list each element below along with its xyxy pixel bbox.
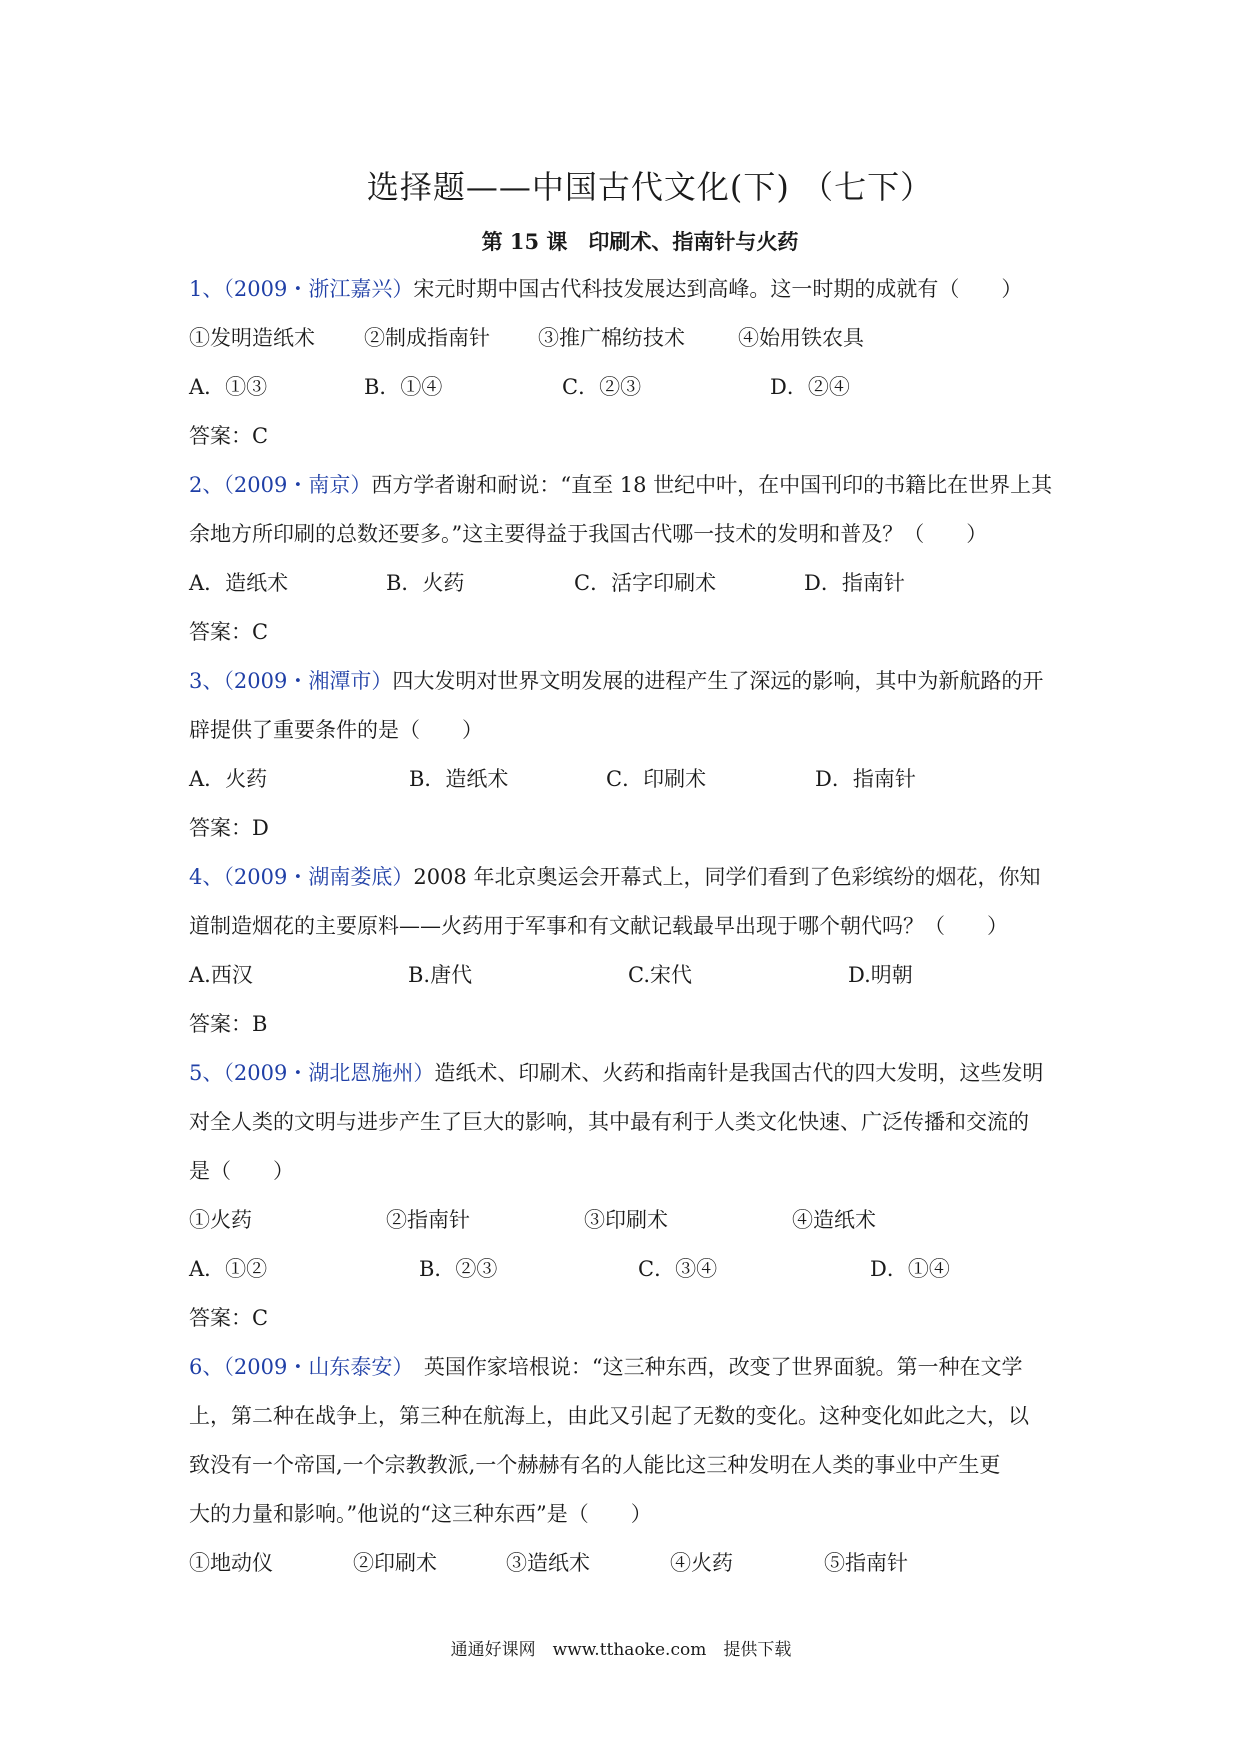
question-text: 造纸术、印刷术、火药和指南针是我国古代的四大发明，这些发明: [434, 1061, 1044, 1085]
question-5-item: ②指南针: [386, 1208, 470, 1232]
question-source: （2009・湖北恩施州）: [223, 1061, 435, 1085]
question-text: 2008 年北京奥运会开幕式上，同学们看到了色彩缤纷的烟花，你知: [413, 865, 1041, 889]
question-5-text-line: 对全人类的文明与进步产生了巨大的影响，其中最有利于人类文化快速、广泛传播和交流的: [189, 1110, 1029, 1134]
question-1-item: ①发明造纸术: [189, 326, 315, 350]
question-3-option: C．印刷术: [606, 767, 707, 791]
question-4-stem: [189, 862, 1040, 892]
question-5-item: ④造纸术: [792, 1208, 876, 1232]
question-3-stem: [189, 666, 1043, 696]
question-1-option: D．②④: [770, 375, 850, 399]
question-1-option: B．①④: [364, 375, 443, 399]
question-text: 宋元时期中国古代科技发展达到高峰。这一时期的成就有（ ）: [413, 277, 1023, 301]
question-6-item: ②印刷术: [353, 1551, 437, 1575]
question-2-option: C．活字印刷术: [574, 571, 717, 595]
page-title: 选择题——中国古代文化(下) （七下）: [366, 168, 934, 206]
question-3-option: B．造纸术: [409, 767, 509, 791]
question-5-stem: [189, 1058, 1043, 1088]
question-1-item: ③推广棉纺技术: [538, 326, 685, 350]
question-3-option: A．火药: [189, 767, 268, 791]
question-1-item: ④始用铁农具: [738, 326, 864, 350]
question-source: （2009・浙江嘉兴）: [223, 277, 414, 301]
question-1-item: ②制成指南针: [364, 326, 490, 350]
question-1-stem: [189, 274, 1022, 304]
question-source: （2009・南京）: [223, 473, 372, 497]
question-source: （2009・湘潭市）: [223, 669, 393, 693]
question-number: 6、: [189, 1355, 224, 1379]
question-6-text-line: 致没有一个帝国,一个宗教教派,一个赫赫有名的人能比这三种发明在人类的事业中产生更: [189, 1453, 1001, 1477]
question-3-option: D．指南针: [815, 767, 916, 791]
question-5-option: A．①②: [189, 1257, 268, 1281]
question-1-option: C．②③: [562, 375, 642, 399]
question-number: 4、: [189, 865, 224, 889]
question-text: 西方学者谢和耐说：“直至 18 世纪中叶，在中国刊印的书籍比在世界上其: [371, 473, 1053, 497]
question-6-item: ④火药: [670, 1551, 733, 1575]
question-1-option: A．①③: [189, 375, 268, 399]
question-4-option: C.宋代: [628, 963, 692, 987]
question-4-option: B.唐代: [408, 963, 473, 987]
question-6-text-line: 大的力量和影响。”他说的“这三种东西”是（ ）: [189, 1502, 652, 1526]
question-text: 四大发明对世界文明发展的进程产生了深远的影响，其中为新航路的开: [392, 669, 1044, 693]
question-6-stem: [189, 1352, 1023, 1382]
question-3-answer: 答案：D: [189, 816, 269, 840]
question-5-option: C．③④: [638, 1257, 718, 1281]
question-2-answer: 答案：C: [189, 620, 269, 644]
question-source: （2009・湖南娄底）: [223, 865, 414, 889]
question-5-option: B．②③: [419, 1257, 498, 1281]
question-5-answer: 答案：C: [189, 1306, 269, 1330]
question-5-option: D．①④: [870, 1257, 950, 1281]
question-source: （2009・山东泰安）: [223, 1355, 403, 1379]
question-number: 1、: [189, 277, 224, 301]
lesson-subtitle: 第 15 课 印刷术、指南针与火药: [481, 229, 799, 254]
question-4-text-line: 道制造烟花的主要原料——火药用于军事和有文献记载最早出现于哪个朝代吗？（ ）: [189, 914, 1008, 938]
question-text: 英国作家培根说：“这三种东西，改变了世界面貌。第一种在文学: [402, 1355, 1023, 1379]
question-6-item: ③造纸术: [506, 1551, 590, 1575]
question-4-answer: 答案：B: [189, 1012, 268, 1036]
question-1-answer: 答案：C: [189, 424, 269, 448]
question-4-option: A.西汉: [189, 963, 253, 987]
question-6-text-line: 上，第二种在战争上，第三种在航海上，由此又引起了无数的变化。这种变化如此之大，以: [189, 1404, 1029, 1428]
question-5-text-line: 是（ ）: [189, 1159, 294, 1183]
question-number: 3、: [189, 669, 224, 693]
question-6-item: ⑤指南针: [824, 1551, 908, 1575]
question-number: 5、: [189, 1061, 224, 1085]
question-3-text-line: 辟提供了重要条件的是（ ）: [189, 718, 483, 742]
question-2-stem: [189, 470, 1052, 500]
question-6-item: ①地动仪: [189, 1551, 273, 1575]
question-4-option: D.明朝: [848, 963, 913, 987]
question-5-item: ①火药: [189, 1208, 252, 1232]
question-2-option: D．指南针: [804, 571, 905, 595]
question-5-item: ③印刷术: [584, 1208, 668, 1232]
question-2-option: B．火药: [386, 571, 465, 595]
question-2-text-line: 余地方所印刷的总数还要多。”这主要得益于我国古代哪一技术的发明和普及？（ ）: [189, 522, 988, 546]
footer-credit: 通通好课网 www.tthaoke.com 提供下载: [450, 1640, 792, 1660]
question-number: 2、: [189, 473, 224, 497]
question-2-option: A．造纸术: [189, 571, 289, 595]
